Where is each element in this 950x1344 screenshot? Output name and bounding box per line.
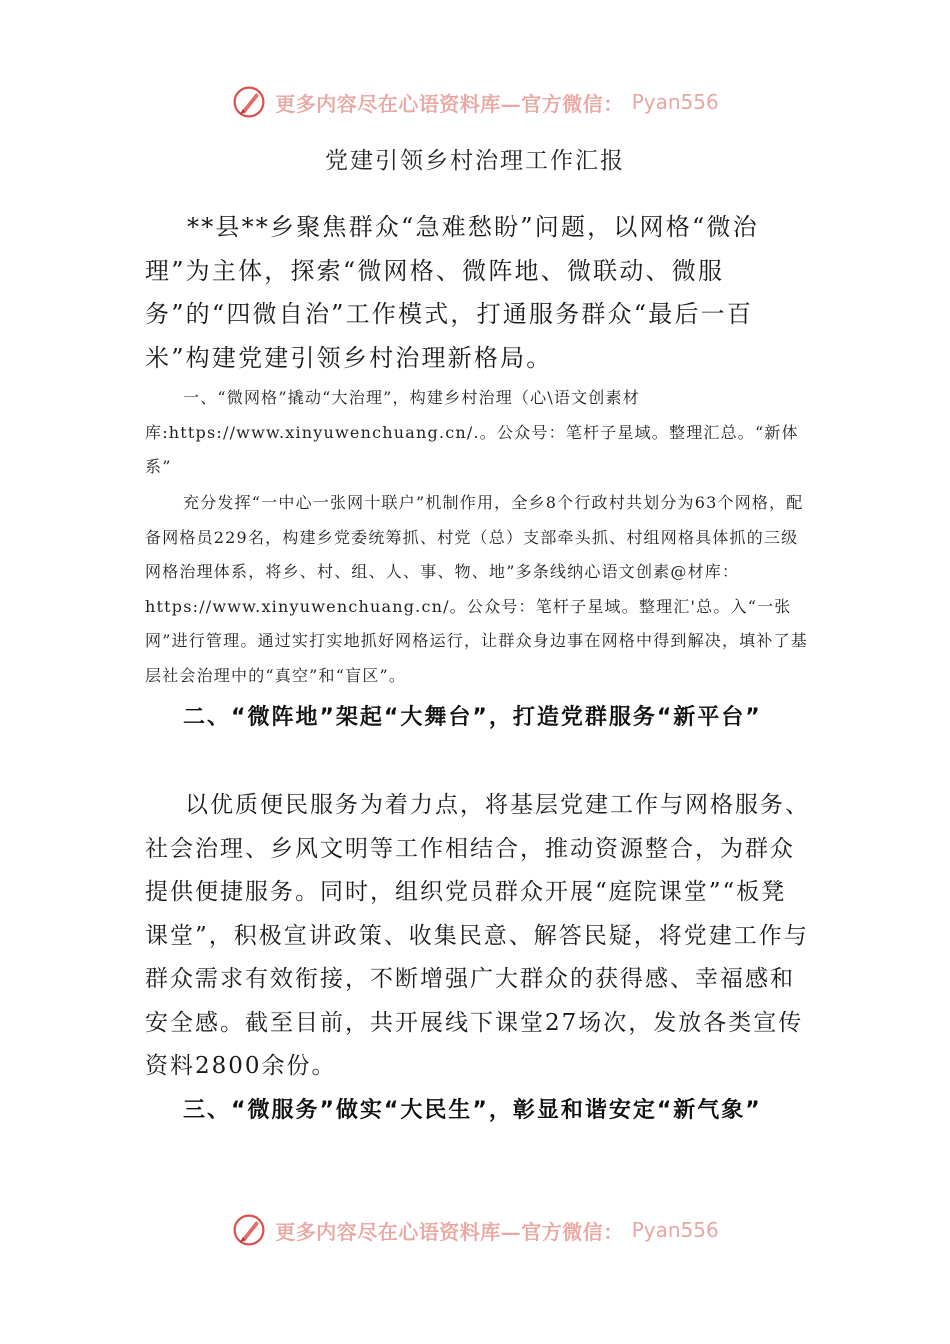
section-1-body: 充分发挥“一中心一张网十联户”机制作用，全乡8个行政村共划分为63个网格，配备网格员229名，构建乡党委统筹抓、村党（总）支部牵头抓、村组网格具体抓的三级网格治理体系，将乡、村、组、人、事、物、地”多条线纳心语文创素@材库：https://www.xinyuwenchuang.cn/。公众号：笔杆子星域。整理汇'总。入“一张网”进行管理。通过实打实地抓好网格运行，让群众身边事在网格中得到解决，填补了基层社会治理中的“真空”和“盲区”。	[145, 493, 808, 685]
watermark-text: 更多内容尽在心语资料库—官方微信：	[275, 91, 624, 116]
pen-nib-logo-icon	[231, 84, 267, 120]
lead-paragraph: **县**乡聚焦群众“急难愁盼”问题，以网格“微治理”为主体，探索“微网格、微阵地、微联动、微服务”的“四微自治”工作模式，打通服务群众“最后一百米”构建党建引领乡村治理新格局。	[145, 213, 759, 372]
section-2-body: 以优质便民服务为着力点，将基层党建工作与网格服务、社会治理、乡风文明等工作相结合，推动资源整合，为群众提供便捷服务。同时，组织党员群众开展“庭院课堂”“板凳课堂”，积极宣讲政策、收集民意、解答民疑，将党建工作与群众需求有效衔接，不断增强广大群众的获得感、幸福感和安全感。截至目前，共开展线下课堂27场次，发放各类宣传资料2800余份。	[145, 792, 810, 1079]
section-1-heading: 一、“微网格”撬动“大治理”，构建乡村治理（心\语文创素材库:https://www.xinyuwenchuang.cn/.。公众号：笔杆子星域。整理汇总。“新体系”	[145, 388, 799, 476]
watermark-footer	[0, 1208, 950, 1252]
section-2-heading: 二、“微阵地”架起“大舞台”，打造党群服务“新平台”	[183, 705, 762, 730]
pen-nib-logo-icon	[231, 1212, 267, 1248]
watermark-text: 更多内容尽在心语资料库—官方微信：	[275, 1219, 624, 1244]
watermark-wechat-id: Pyan556	[631, 1218, 719, 1242]
watermark-wechat-id: Pyan556	[631, 90, 719, 114]
section-3-heading: 三、“微服务”做实“大民生”，彰显和谐安定“新气象”	[183, 1098, 762, 1123]
page-title: 党建引领乡村治理工作汇报	[325, 148, 625, 174]
watermark-header	[0, 80, 950, 124]
